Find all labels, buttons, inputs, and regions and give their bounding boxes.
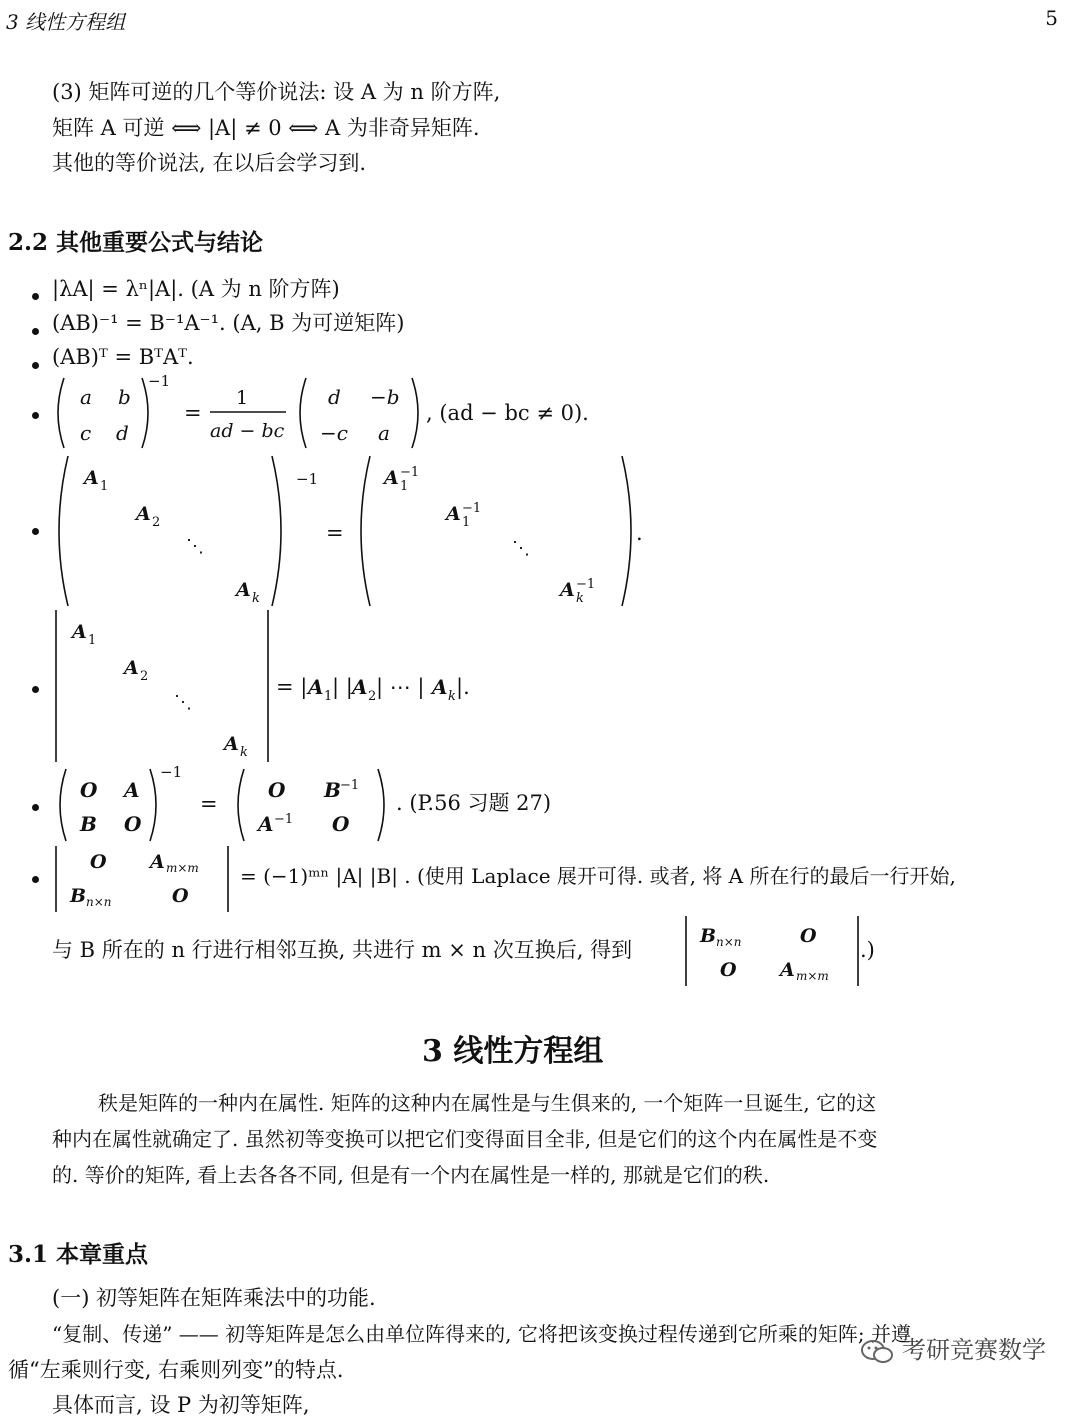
svg-text:ad − bc: ad − bc — [210, 420, 285, 442]
formula-inverse-product: (AB)⁻¹ = B⁻¹A⁻¹. (A, B 为可逆矩阵) — [52, 311, 405, 335]
sec31-line-1: (一) 初等矩阵在矩阵乘法中的功能. — [52, 1286, 376, 1310]
svg-text:A: A — [384, 467, 399, 489]
svg-text:= |: = | — [276, 675, 308, 699]
svg-text:2: 2 — [152, 515, 161, 530]
page-number: 5 — [1045, 6, 1058, 30]
svg-text:A: A — [308, 675, 324, 699]
svg-text:B: B — [324, 778, 341, 802]
svg-text:k: k — [448, 689, 456, 704]
svg-text:A: A — [236, 579, 251, 601]
bullet-icon — [32, 412, 39, 419]
svg-text:B: B — [70, 885, 87, 907]
svg-text:|.: |. — [456, 675, 470, 699]
formula-2x2-condition: , (ad − bc ≠ 0). — [426, 401, 589, 425]
svg-text:−1: −1 — [340, 778, 360, 793]
section-3-1-title: 3.1 本章重点 — [8, 1241, 149, 1268]
svg-text:b: b — [118, 385, 131, 409]
svg-text:A: A — [72, 621, 87, 643]
svg-text:−1: −1 — [400, 465, 420, 480]
svg-text:⋱: ⋱ — [512, 538, 530, 559]
svg-text:k: k — [240, 745, 248, 760]
chapter-intro-line-1: 秩是矩阵的一种内在属性. 矩阵的这种内在属性是与生俱来的, 一个矩阵一旦诞生, 它的这 — [98, 1091, 877, 1115]
svg-text:−c: −c — [320, 421, 348, 445]
svg-text:O: O — [80, 778, 98, 802]
svg-text:=: = — [184, 401, 202, 425]
svg-text:−1: −1 — [462, 501, 482, 516]
formula-transpose-product: (AB)ᵀ = BᵀAᵀ. — [52, 345, 194, 369]
svg-text:A: A — [84, 467, 99, 489]
svg-text:A: A — [560, 579, 575, 601]
svg-text:a: a — [80, 385, 92, 409]
svg-text:m×m: m×m — [796, 969, 829, 983]
svg-text:−b: −b — [370, 385, 400, 409]
svg-text:B: B — [80, 812, 97, 836]
formula-antidiag-note: . (P.56 习题 27) — [396, 791, 552, 815]
wechat-icon — [860, 1339, 894, 1365]
sec31-line-3: 循“左乘则行变, 右乘则列变”的特点. — [8, 1358, 344, 1382]
svg-text:−1: −1 — [296, 470, 319, 488]
svg-text:O: O — [90, 851, 107, 873]
intro-line-1: (3) 矩阵可逆的几个等价说法: 设 A 为 n 阶方阵, — [52, 80, 501, 104]
svg-text:−1: −1 — [160, 763, 183, 781]
svg-text:2: 2 — [140, 669, 149, 684]
svg-text:O: O — [332, 812, 350, 836]
bullet-icon — [32, 328, 39, 335]
svg-text:1: 1 — [324, 689, 333, 704]
chapter-intro-line-3: 的. 等价的矩阵, 看上去各各不同, 但是有一个内在属性是一样的, 那就是它们的秩. — [52, 1163, 770, 1187]
watermark — [860, 1330, 1046, 1365]
svg-text:⋱: ⋱ — [186, 536, 204, 557]
formula-swapped-block-det — [680, 912, 870, 990]
svg-text:1: 1 — [236, 387, 249, 409]
svg-text:=: = — [326, 521, 344, 545]
svg-text:k: k — [252, 591, 260, 606]
svg-text:1: 1 — [400, 479, 409, 494]
running-header: 3 线性方程组 — [6, 10, 126, 34]
svg-text:A: A — [446, 503, 461, 525]
svg-text:O: O — [800, 925, 817, 947]
svg-text:k: k — [576, 591, 584, 606]
svg-text:O: O — [268, 778, 286, 802]
svg-text:A: A — [124, 778, 140, 802]
formula-block-diag-inverse — [50, 450, 650, 612]
chapter-3-title: 3 线性方程组 — [422, 1034, 604, 1069]
sec31-line-4: 具体而言, 设 P 为初等矩阵, — [52, 1393, 310, 1417]
svg-text:⋱: ⋱ — [174, 692, 192, 713]
bullet-icon — [32, 876, 39, 883]
formula-antidiag-det — [50, 842, 240, 916]
section-2-2-title: 2.2 其他重要公式与结论 — [8, 229, 264, 256]
chapter-intro-line-2: 种内在属性就确定了. 虽然初等变换可以把它们变得面目全非, 但是它们的这个内在属性是不变 — [52, 1127, 878, 1151]
bullet-icon — [32, 804, 39, 811]
watermark-text: 考研竞赛数学 — [902, 1336, 1046, 1364]
formula-det-scalar: |λA| = λⁿ|A|. (A 为 n 阶方阵) — [52, 277, 340, 301]
svg-text:O: O — [720, 959, 737, 981]
svg-text:B: B — [700, 925, 717, 947]
sec31-line-2: “复制、传递” —— 初等矩阵是怎么由单位阵得来的, 它将把该变换过程传递到它所乘的矩阵; 并遵 — [52, 1322, 911, 1346]
svg-text:n×n: n×n — [716, 935, 742, 949]
svg-text:−1: −1 — [274, 812, 294, 827]
formula-antidiag-det-rhs: = (−1)ᵐⁿ |A| |B| . (使用 Laplace 展开可得. 或者, 将 A 所在行的最后一行开始, — [240, 864, 956, 888]
formula-antidiag-inverse — [50, 763, 410, 847]
bullet-icon — [32, 362, 39, 369]
svg-text:O: O — [172, 885, 189, 907]
formula-antidiag-end: .) — [860, 938, 875, 962]
svg-text:.: . — [636, 521, 643, 545]
svg-text:1: 1 — [462, 515, 471, 530]
bullet-icon — [32, 293, 39, 300]
svg-text:−1: −1 — [148, 372, 171, 390]
formula-2x2-inverse — [50, 372, 430, 454]
svg-text:a: a — [378, 421, 390, 445]
svg-text:| ⋯ |: | ⋯ | — [376, 675, 425, 699]
svg-text:d: d — [328, 385, 341, 409]
svg-text:1: 1 — [88, 633, 97, 648]
svg-text:A: A — [432, 675, 448, 699]
svg-text:c: c — [80, 421, 92, 445]
intro-line-3: 其他的等价说法, 在以后会学习到. — [52, 151, 367, 175]
svg-text:A: A — [352, 675, 368, 699]
svg-text:A: A — [136, 503, 151, 525]
svg-text:−1: −1 — [576, 577, 596, 592]
svg-text:1: 1 — [100, 479, 109, 494]
bullet-icon — [32, 528, 39, 535]
svg-text:=: = — [200, 792, 218, 816]
intro-line-2: 矩阵 A 可逆 ⟺ |A| ≠ 0 ⟺ A 为非奇异矩阵. — [52, 116, 480, 140]
svg-text:d: d — [116, 421, 129, 445]
bullet-icon — [32, 686, 39, 693]
svg-text:A: A — [150, 851, 165, 873]
svg-text:| |: | | — [332, 675, 353, 699]
formula-antidiag-continuation: 与 B 所在的 n 行进行相邻互换, 共进行 m × n 次互换后, 得到 — [52, 938, 633, 962]
svg-text:A: A — [258, 812, 274, 836]
svg-text:A: A — [780, 959, 795, 981]
svg-text:A: A — [124, 657, 139, 679]
svg-text:O: O — [124, 812, 142, 836]
svg-text:A: A — [224, 733, 239, 755]
svg-text:m×m: m×m — [166, 861, 199, 875]
svg-text:n×n: n×n — [86, 895, 112, 909]
svg-text:2: 2 — [368, 689, 377, 704]
formula-block-diag-det — [50, 606, 490, 766]
